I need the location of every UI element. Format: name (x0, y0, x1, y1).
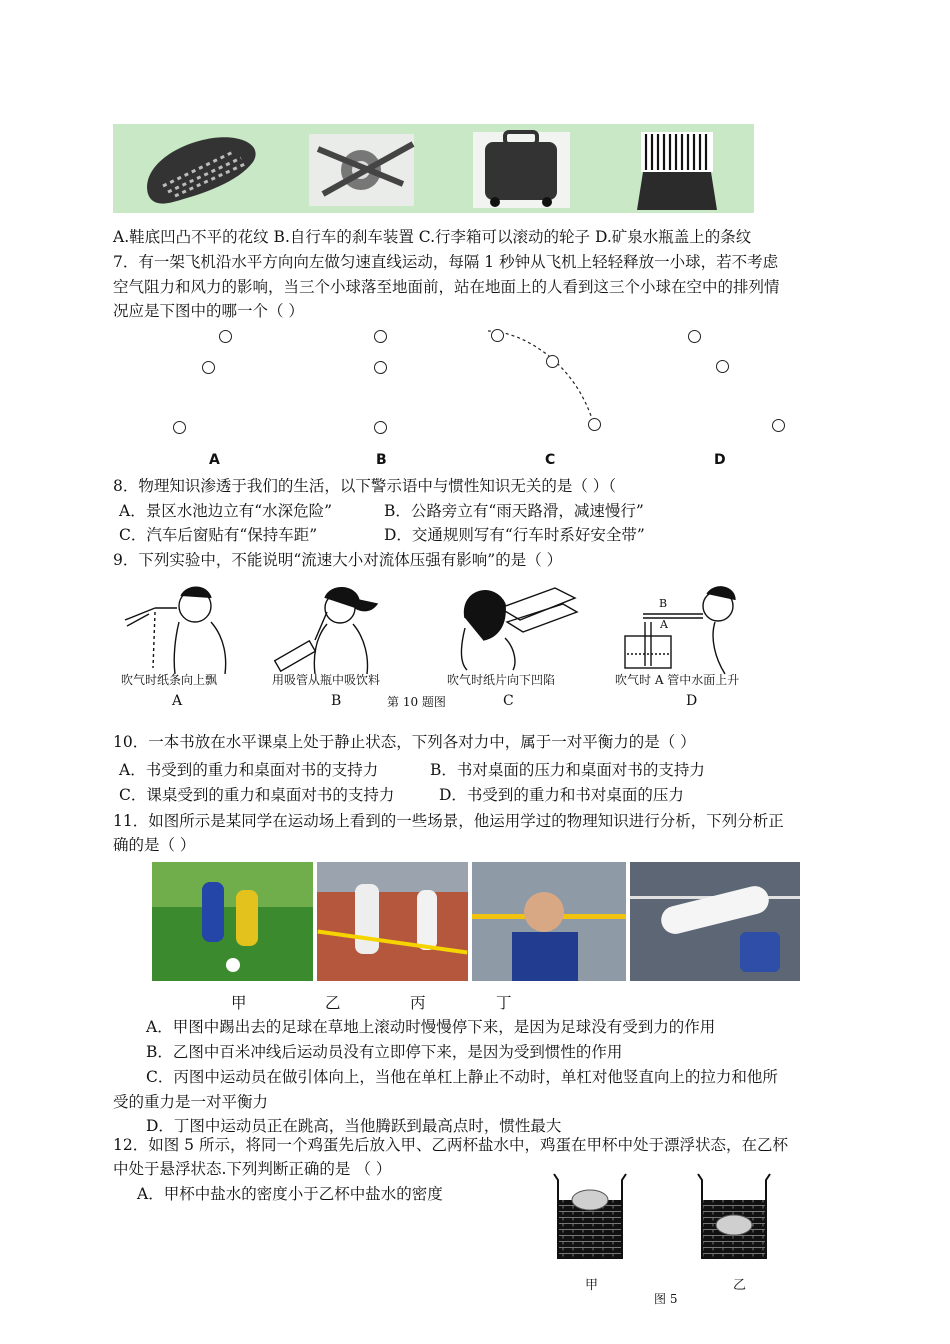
q9-d-tube-a-label: A (660, 618, 668, 631)
q11-photo-label-ding: 丁 (496, 994, 512, 1012)
q7-a-ball-2 (202, 361, 215, 374)
q11-option-c-line-1: C．丙图中运动员在做引体向上，当他在单杠上静止不动时，单杠对他竖直向上的拉力和他所 (146, 1068, 778, 1086)
q9-label-d: D (686, 693, 698, 709)
q7-line-2: 空气阻力和风力的影响，当三个小球落至地面前，站在地面上的人看到这三个小球在空中的排列情 (113, 278, 780, 296)
q10-option-c: C．课桌受到的重力和桌面对书的支持力 (119, 786, 395, 804)
bottle-cap-image (637, 132, 717, 210)
q11-photo-label-jia: 甲 (231, 994, 247, 1012)
q11-line-1: 11．如图所示是某同学在运动场上看到的一些场景，他运用学过的物理知识进行分析，下列分析正 (113, 812, 784, 830)
q11-photo-label-bing: 丙 (410, 994, 426, 1012)
q11-photo-ding-highjump (630, 862, 800, 981)
q7-b-ball-1 (374, 330, 387, 343)
beaker-jia (554, 1174, 626, 1258)
q12-line-1: 12．如图 5 所示，将同一个鸡蛋先后放入甲、乙两杯盐水中，鸡蛋在甲杯中处于漂浮状态，在乙杯 (113, 1136, 788, 1154)
q9-a-drawing (125, 587, 226, 674)
q7-d-ball-2 (716, 360, 729, 373)
q7-label-d: D (714, 452, 726, 468)
q9-label-c: C (503, 693, 514, 709)
friction-options-caption: A.鞋底凹凸不平的花纹 B.自行车的刹车装置 C.行李箱可以滚动的轮子 D.矿泉水瓶盖上的条纹 (113, 228, 752, 246)
q12-line-2: 中处于悬浮状态.下列判断正确的是 （ ） (113, 1160, 392, 1178)
q10-option-d: D．书受到的重力和书对桌面的压力 (439, 786, 684, 804)
q9-c-drawing (461, 588, 577, 670)
q9-d-drawing (625, 587, 735, 674)
q11-photo-label-yi: 乙 (325, 994, 341, 1012)
q12-beakers-figure (548, 1170, 788, 1270)
q12-beaker-label-jia: 甲 (585, 1278, 599, 1293)
q9-caption-a: 吹气时纸条向上飘 (121, 673, 218, 687)
q10-option-b: B．书对桌面的压力和桌面对书的支持力 (430, 761, 705, 779)
q7-line-3: 况应是下图中的哪一个（ ） (113, 302, 304, 320)
q7-a-ball-3 (173, 421, 186, 434)
q7-c-ball-3 (588, 418, 601, 431)
beaker-yi (698, 1174, 770, 1258)
q10-stem: 10．一本书放在水平课桌上处于静止状态，下列各对力中，属于一对平衡力的是（ ） (113, 733, 696, 751)
q9-caption-c: 吹气时纸片向下凹陷 (447, 673, 556, 687)
q7-d-ball-3 (772, 419, 785, 432)
q11-option-a: A．甲图中踢出去的足球在草地上滚动时慢慢停下来，是因为足球没有受到力的作用 (146, 1018, 716, 1036)
q9-caption-b: 用吸管从瓶中吸饮料 (272, 673, 381, 687)
q9-experiment-drawings (115, 578, 775, 678)
q12-beaker-label-yi: 乙 (733, 1278, 747, 1293)
q7-b-ball-3 (374, 421, 387, 434)
q7-b-ball-2 (374, 361, 387, 374)
q8-option-a: A．景区水池边立有“水深危险” (119, 502, 333, 520)
q9-stem: 9．下列实验中，不能说明“流速大小对流体压强有影响”的是（ ） (113, 551, 563, 569)
shoe-sole-image (147, 137, 256, 203)
q8-stem: 8．物理知识渗透于我们的生活，以下警示语中与惯性知识无关的是（ ）（ (113, 477, 617, 495)
q10-option-a: A．书受到的重力和桌面对书的支持力 (119, 761, 379, 779)
q11-photo-jia-soccer (152, 862, 313, 981)
q8-option-d: D．交通规则写有“行车时系好安全带” (384, 526, 645, 544)
q11-option-c-line-2: 受的重力是一对平衡力 (113, 1093, 269, 1111)
q7-c-ball-2 (546, 355, 559, 368)
q7-d-ball-1 (688, 330, 701, 343)
friction-images (113, 124, 754, 213)
q9-label-a: A (172, 693, 183, 709)
q12-figure-title: 图 5 (654, 1292, 678, 1306)
bicycle-brake-image (309, 134, 414, 206)
q11-option-b: B．乙图中百米冲线后运动员没有立即停下来，是因为受到惯性的作用 (146, 1043, 623, 1061)
q9-label-b: B (331, 693, 342, 709)
q9-caption-d: 吹气时 A 管中水面上升 (615, 673, 740, 687)
q8-option-b: B．公路旁立有“雨天路滑，减速慢行” (384, 502, 644, 520)
q11-line-2: 确的是（ ） (113, 836, 196, 854)
q7-label-a: A (209, 452, 220, 468)
q7-c-ball-1 (491, 329, 504, 342)
suitcase-image (473, 132, 570, 208)
q8-option-c: C．汽车后窗贴有“保持车距” (119, 526, 318, 544)
q7-line-1: 7．有一架飞机沿水平方向向左做匀速直线运动，每隔 1 秒钟从飞机上轻轻释放一小球，若不考虑 (113, 253, 779, 271)
q11-photo-bing-pullup (472, 862, 626, 981)
q9-figure-title: 第 10 题图 (387, 695, 446, 709)
q11-photo-yi-sprint (317, 862, 468, 981)
q11-option-d: D．丁图中运动员正在跳高，当他腾跃到最高点时，惯性最大 (146, 1117, 562, 1135)
q7-label-c: C (545, 452, 556, 468)
q7-label-b: B (376, 452, 387, 468)
q7-a-ball-1 (219, 330, 232, 343)
q9-b-drawing (275, 588, 377, 674)
q12-option-a: A．甲杯中盐水的密度小于乙杯中盐水的密度 (137, 1185, 443, 1203)
q9-d-arrow-b-label: B (659, 597, 668, 610)
friction-picture-strip (113, 124, 754, 213)
